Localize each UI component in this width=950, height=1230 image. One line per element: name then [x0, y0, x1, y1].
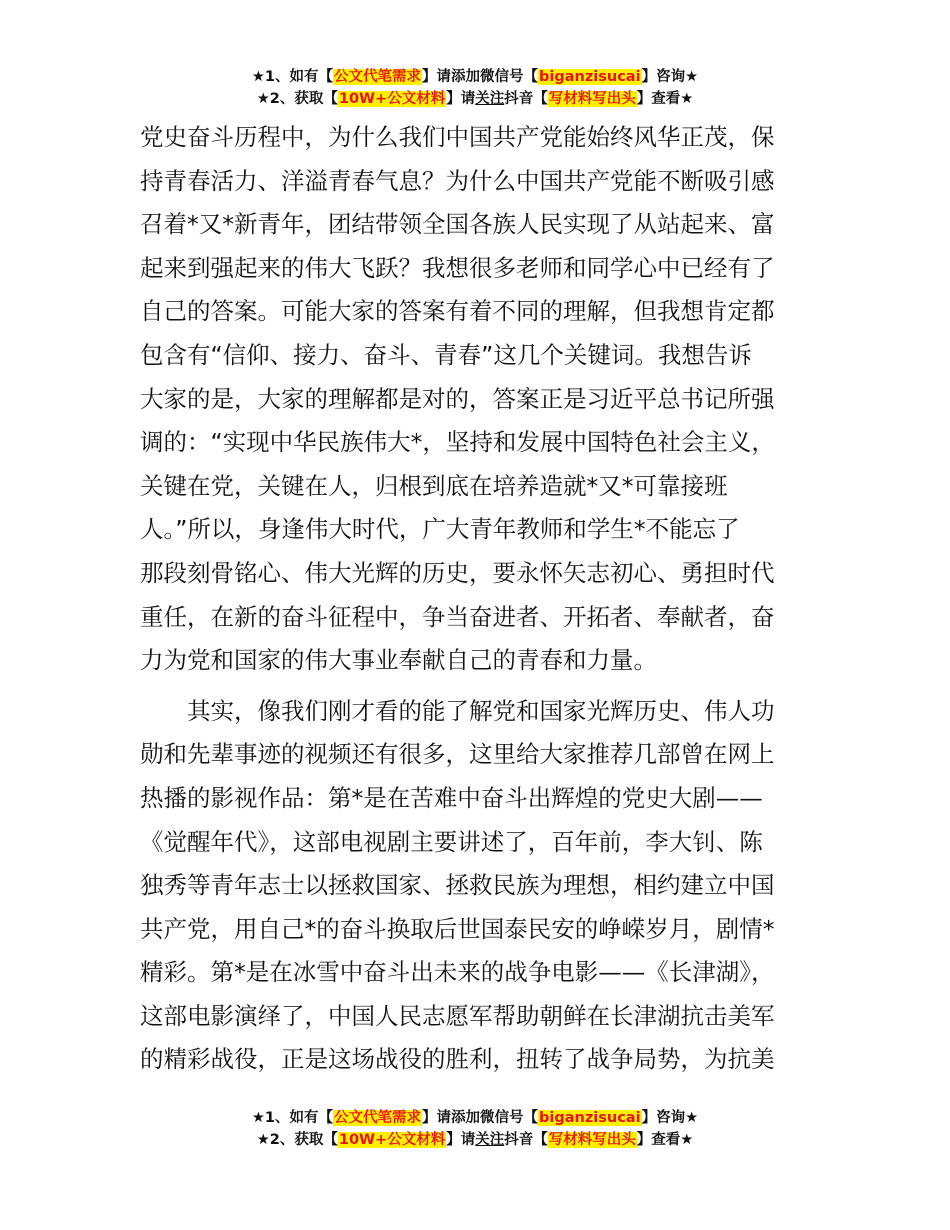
text-line: 自己的答案。可能大家的答案有着不同的理解，但我想肯定都 — [140, 297, 775, 326]
text-line: 独秀等青年志士以拯救国家、拯救民族为理想，相约建立中国 — [140, 871, 775, 900]
banner-highlight-materials: 10W+公文材料 — [338, 91, 446, 107]
text-line: 重任，在新的奋斗征程中，争当奋进者、开拓者、奉献者，奋 — [140, 602, 775, 631]
footer-banner — [0, 1107, 950, 1151]
text-line: 持青春活力、洋溢青春气息？为什么中国共产党能不断吸引感 — [140, 166, 775, 195]
banner-highlight-materials: 10W+公文材料 — [338, 1132, 446, 1148]
text-line: 包含有“信仰、接力、奋斗、青春”这几个关键词。我想告诉 — [140, 340, 752, 369]
banner-highlight-douyin: 写材料写出头 — [548, 91, 636, 107]
text-line: 大家的是，大家的理解都是对的，答案正是习近平总书记所强 — [140, 384, 775, 413]
document-body — [140, 116, 830, 1082]
text-line: 调的：“实现中华民族伟大*，坚持和发展中国特色社会主义， — [140, 428, 775, 457]
paragraph-spacer — [140, 683, 830, 690]
banner-highlight-wechat-id: biganzisucai — [539, 1110, 641, 1126]
text-line: 力为党和国家的伟大事业奉献自己的青春和力量。 — [140, 646, 657, 675]
text-line: 召着*又*新青年，团结带领全国各族人民实现了从站起来、富 — [140, 210, 775, 239]
text-line: 共产党，用自己*的奋斗换取后世国泰民安的峥嵘岁月，剧情* — [140, 914, 775, 943]
banner-line-1: ★1、如有【公文代笔需求】请添加微信号【biganzisucai】咨询★ — [251, 69, 699, 85]
banner-line-2: ★2、获取【10W+公文材料】请关注抖音【写材料写出头】查看★ — [256, 1132, 694, 1148]
text-line: 这部电影演绎了，中国人民志愿军帮助朝鲜在长津湖抗击美军 — [140, 1001, 775, 1030]
banner-line-1: ★1、如有【公文代笔需求】请添加微信号【biganzisucai】咨询★ — [251, 1110, 699, 1126]
paragraph-1 — [140, 116, 830, 683]
text-line: 热播的影视作品：第*是在苦难中奋斗出辉煌的党史大剧—— — [140, 783, 763, 812]
banner-highlight-wechat-id: biganzisucai — [539, 69, 641, 85]
text-line: 那段刻骨铭心、伟大光辉的历史，要永怀矢志初心、勇担时代 — [140, 558, 775, 587]
banner-line-2: ★2、获取【10W+公文材料】请关注抖音【写材料写出头】查看★ — [256, 91, 694, 107]
banner-highlight-douyin: 写材料写出头 — [548, 1132, 636, 1148]
text-line: 人。”所以，身逢伟大时代，广大青年教师和学生*不能忘了 — [140, 515, 740, 544]
text-line: 其实，像我们刚才看的能了解党和国家光辉历史、伟人功 — [187, 696, 775, 725]
header-banner — [0, 66, 950, 110]
text-line: 勋和先辈事迹的视频还有很多，这里给大家推荐几部曾在网上 — [140, 740, 775, 769]
banner-highlight-service: 公文代笔需求 — [334, 69, 422, 85]
text-line: 《觉醒年代》，这部电视剧主要讲述了，百年前，李大钊、陈 — [140, 827, 763, 856]
text-line: 党史奋斗历程中，为什么我们中国共产党能始终风华正茂，保 — [140, 123, 775, 151]
banner-highlight-service: 公文代笔需求 — [334, 1110, 422, 1126]
text-line: 关键在党，关键在人，归根到底在培养造就*又*可靠接班 — [140, 471, 728, 500]
text-line: 精彩。第*是在冰雪中奋斗出未来的战争电影——《长津湖》， — [140, 958, 775, 987]
paragraph-2 — [140, 690, 830, 1082]
text-line: 的精彩战役，正是这场战役的胜利，扭转了战争局势，为抗美 — [140, 1045, 775, 1074]
text-line: 起来到强起来的伟大飞跃？我想很多老师和同学心中已经有了 — [140, 253, 775, 282]
